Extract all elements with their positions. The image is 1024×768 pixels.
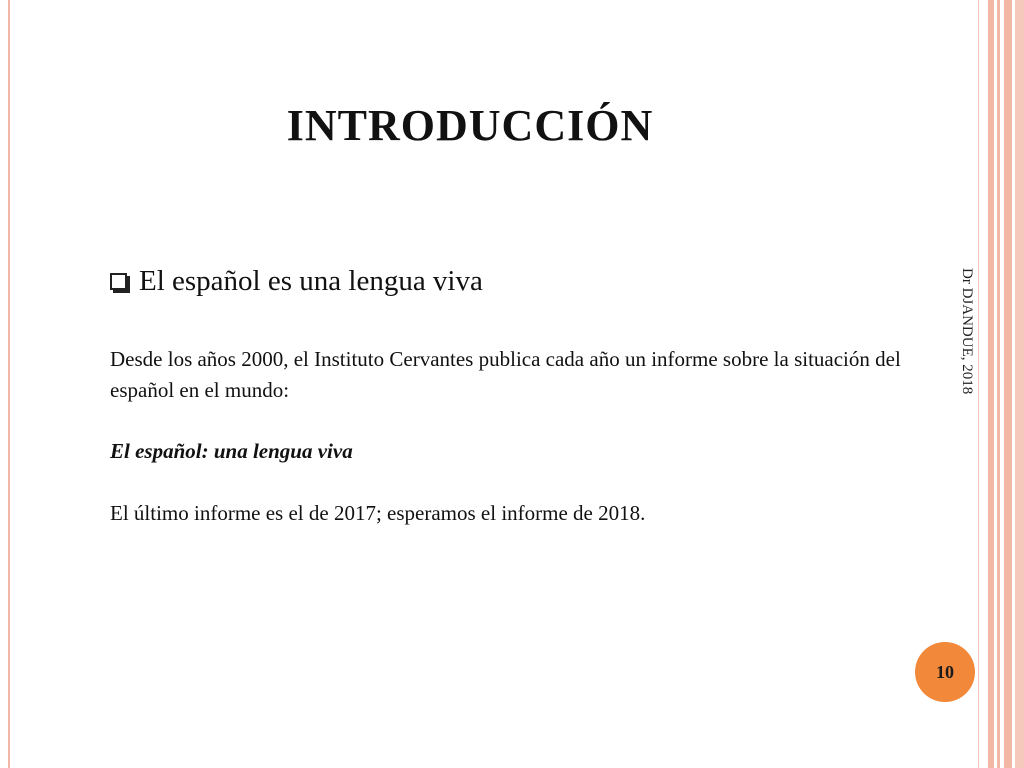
- body-paragraph: El último informe es el de 2017; esperamos el informe de 2018.: [110, 501, 646, 525]
- report-title: El español: una lengua viva: [110, 439, 353, 463]
- body-paragraph: Desde los años 2000, el Instituto Cervantes publica cada año un informe sobre la situación del español en el mundo:: [110, 347, 901, 402]
- page-number-badge: 10: [915, 642, 975, 702]
- bullet-text: El español es una lengua viva: [139, 265, 483, 297]
- bullet-item: [110, 265, 483, 298]
- side-credit: Dr DJANDUE, 2018: [959, 268, 975, 395]
- slide-title: INTRODUCCIÓN: [286, 101, 654, 150]
- checkbox-icon: [110, 273, 127, 290]
- right-accent-stripe: [1015, 0, 1024, 768]
- right-accent-stripe: [1004, 0, 1012, 768]
- right-accent-stripe: [997, 0, 1000, 768]
- right-accent-stripe: [978, 0, 979, 768]
- right-accent-stripe: [988, 0, 994, 768]
